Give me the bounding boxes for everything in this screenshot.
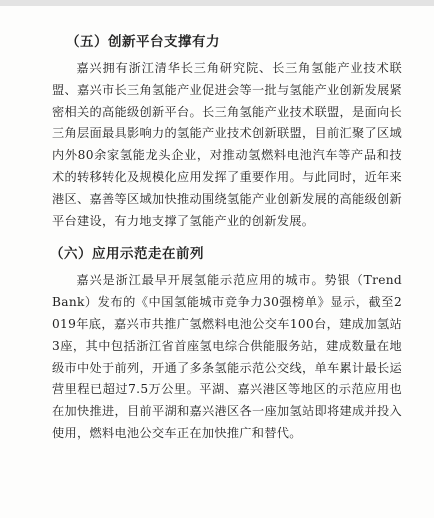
section-heading-application-demo: （六）应用示范走在前列: [50, 246, 204, 263]
paragraph-innovation-platform: 嘉兴拥有浙江清华长三角研究院、长三角氢能产业技术联盟、嘉兴市长三角氢能产业促进会等一批与氢能产业创新发展紧密相关的高能级创新平台。长三角氢能产业技术联盟，是面向长三角层面最具影响力的氢能产业技术创新联盟，目前汇聚了区域内外80余家氢能龙头企业，对推动氢燃料电池汽车等产品和技术的转移转化及规模化应用发挥了重要作用。与此同时，近年来港区、嘉善等区域加快推动围绕氢能产业创新发展的高能级创新平台建设，有力地支撑了氢能产业的创新发展。: [52, 61, 402, 228]
document-page: [0, 6, 434, 518]
section-heading-innovation-platform: （五）创新平台支撑有力: [66, 34, 220, 50]
document-body: [52, 32, 402, 445]
paragraph-application-demo: 嘉兴是浙江最早开展氢能示范应用的城市。势银（Trend Bank）发布的《中国氢能城市竞争力30强榜单》显示，截至2019年底，嘉兴市共推广氢燃料电池公交车100台，建成加氢站3座，其中包括浙江省首座氢电综合供能服务站，建成数量在地级市中处于前列，开通了多条氢能示范公交线，单车累计最长运营里程已超过7.5万公里。平湖、嘉兴港区等地区的示范应用也在加快推进，目前平湖和嘉兴港区各一座加氢站即将建成并投入使用，燃料电池公交车正在加快推广和替代。: [52, 273, 402, 440]
